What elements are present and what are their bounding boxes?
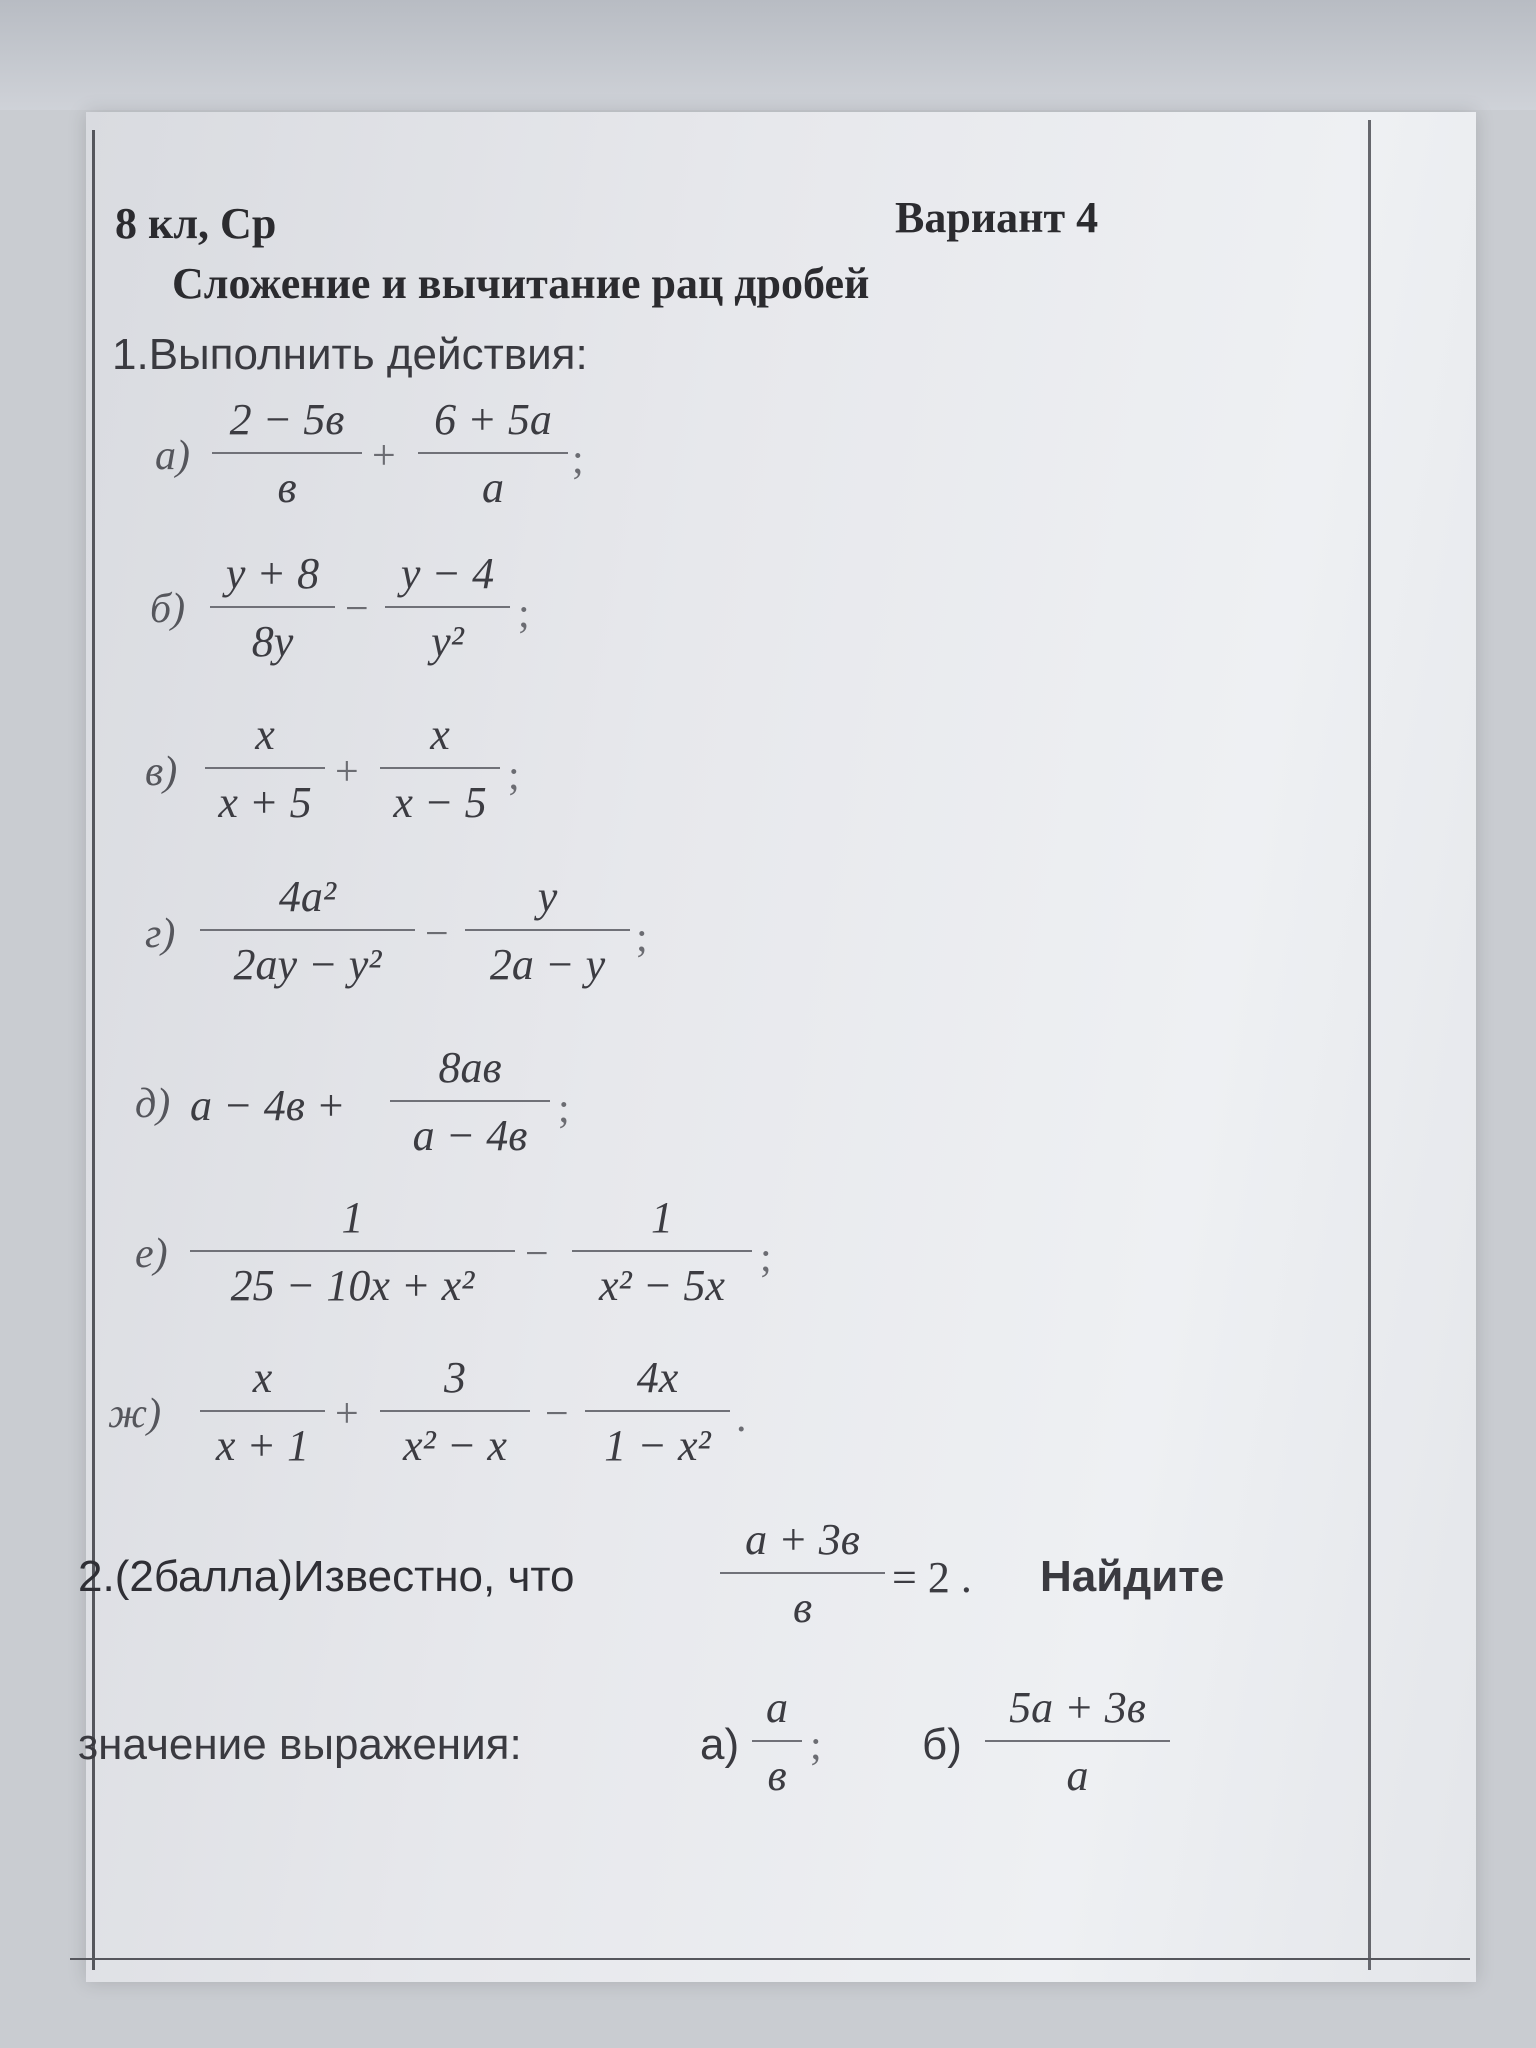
fraction-bar <box>385 606 510 608</box>
denominator: в <box>792 1583 813 1632</box>
denominator: a − 4в <box>412 1111 528 1160</box>
denominator: x² − x <box>403 1421 507 1470</box>
task2-a-end: ; <box>810 1723 822 1769</box>
task2-find: Найдите <box>1040 1552 1225 1601</box>
item-d-fraction <box>390 1043 550 1160</box>
item-e-end: ; <box>760 1235 772 1281</box>
denominator: x² − 5x <box>599 1261 725 1310</box>
fraction-bar <box>720 1572 885 1574</box>
numerator: 5a + 3в <box>1009 1683 1146 1732</box>
numerator: 1 <box>341 1193 364 1242</box>
item-b-label: б) <box>150 586 186 632</box>
denominator: 2ay − y² <box>233 940 382 989</box>
item-zh-label: ж) <box>108 1391 162 1437</box>
numerator: 1 <box>651 1193 673 1242</box>
item-a-fraction-1 <box>212 395 362 512</box>
item-g-fraction-2 <box>465 872 630 989</box>
item-g-operator: − <box>425 911 449 957</box>
item-zh-operator-2: − <box>545 1391 569 1437</box>
item-v-operator: + <box>335 749 359 795</box>
numerator: y + 8 <box>225 549 320 598</box>
fraction-bar <box>200 929 415 931</box>
item-d-label: д) <box>135 1081 171 1127</box>
fraction-bar <box>380 1410 530 1412</box>
task2-b-fraction <box>985 1683 1170 1800</box>
item-d-end: ; <box>558 1086 570 1132</box>
task2-lead: 2.(2балла)Известно, что <box>78 1552 575 1601</box>
numerator: y <box>537 872 558 921</box>
fraction-bar <box>200 1410 325 1412</box>
item-b-end: ; <box>518 591 530 637</box>
item-g-label: г) <box>145 911 176 957</box>
item-zh-fraction-1 <box>200 1353 325 1470</box>
item-v-fraction-2 <box>380 710 500 827</box>
item-e-operator: − <box>525 1231 549 1277</box>
numerator: a <box>766 1683 788 1732</box>
grade-label: 8 кл, Ср <box>115 199 277 248</box>
denominator: а <box>482 463 504 512</box>
item-b-fraction-1 <box>210 549 335 666</box>
item-b-fraction-2 <box>385 549 510 666</box>
denominator: x + 5 <box>218 778 312 827</box>
numerator: x <box>255 710 275 759</box>
item-a-end: ; <box>572 437 584 483</box>
item-e-fraction-2 <box>572 1193 752 1310</box>
denominator: 8y <box>251 617 294 666</box>
task2-b-label: б) <box>922 1720 962 1769</box>
fraction-bar <box>212 452 362 454</box>
task2-a-fraction <box>752 1683 802 1800</box>
numerator: x <box>430 710 450 759</box>
numerator: 8ав <box>438 1043 502 1092</box>
fraction-bar <box>205 767 325 769</box>
numerator: y − 4 <box>400 549 495 598</box>
frame-border-bottom <box>70 1958 1470 1960</box>
task2-line2: значение выражения: <box>78 1720 522 1769</box>
background-surface <box>0 0 1536 110</box>
item-b-operator: − <box>345 586 369 632</box>
numerator: a + 3в <box>745 1515 860 1564</box>
denominator: x + 1 <box>215 1421 310 1470</box>
fraction-bar <box>390 1100 550 1102</box>
item-e-fraction-1 <box>190 1193 515 1310</box>
denominator: в <box>277 463 297 512</box>
item-zh-end: . <box>736 1395 747 1441</box>
task2-a-label: а) <box>700 1720 740 1769</box>
frame-border-left <box>92 130 95 1970</box>
task1-heading: 1.Выполнить действия: <box>112 330 588 379</box>
denominator: x − 5 <box>393 778 487 827</box>
item-e-label: е) <box>135 1231 168 1277</box>
numerator: 4a² <box>278 872 337 921</box>
item-v-label: в) <box>145 749 178 795</box>
numerator: 4x <box>636 1353 679 1402</box>
fraction-bar <box>752 1740 802 1742</box>
item-d-prefix: a − 4в + <box>190 1081 346 1130</box>
fraction-bar <box>585 1410 730 1412</box>
item-g-end: ; <box>636 915 648 961</box>
fraction-bar <box>190 1250 515 1252</box>
item-a-fraction-2 <box>418 395 568 512</box>
item-v-fraction-1 <box>205 710 325 827</box>
denominator: 2a − y <box>489 940 606 989</box>
fraction-bar <box>418 452 568 454</box>
item-v-end: ; <box>508 753 520 799</box>
task2-equals: = 2 . <box>892 1553 972 1602</box>
item-a-label: а) <box>155 433 190 479</box>
worksheet-title: Сложение и вычитание рац дробей <box>172 259 870 308</box>
frame-border-right <box>1368 120 1371 1970</box>
numerator: x <box>252 1353 273 1402</box>
item-a-operator: + <box>372 433 396 479</box>
denominator: 25 − 10x + x² <box>230 1261 475 1310</box>
numerator: 6 + 5а <box>434 395 552 444</box>
variant-label: Вариант 4 <box>895 193 1099 242</box>
item-zh-operator-1: + <box>335 1391 359 1437</box>
fraction-bar <box>465 929 630 931</box>
item-g-fraction-1 <box>200 872 415 989</box>
item-zh-fraction-2 <box>380 1353 530 1470</box>
denominator: 1 − x² <box>604 1421 711 1470</box>
fraction-bar <box>210 606 335 608</box>
fraction-bar <box>380 767 500 769</box>
numerator: 2 − 5в <box>229 395 345 444</box>
denominator: a <box>1066 1751 1089 1800</box>
numerator: 3 <box>444 1353 466 1402</box>
task2-condition-fraction <box>720 1515 885 1632</box>
denominator: y² <box>431 617 464 666</box>
denominator: в <box>767 1751 787 1800</box>
item-zh-fraction-3 <box>585 1353 730 1470</box>
fraction-bar <box>572 1250 752 1252</box>
fraction-bar <box>985 1740 1170 1742</box>
